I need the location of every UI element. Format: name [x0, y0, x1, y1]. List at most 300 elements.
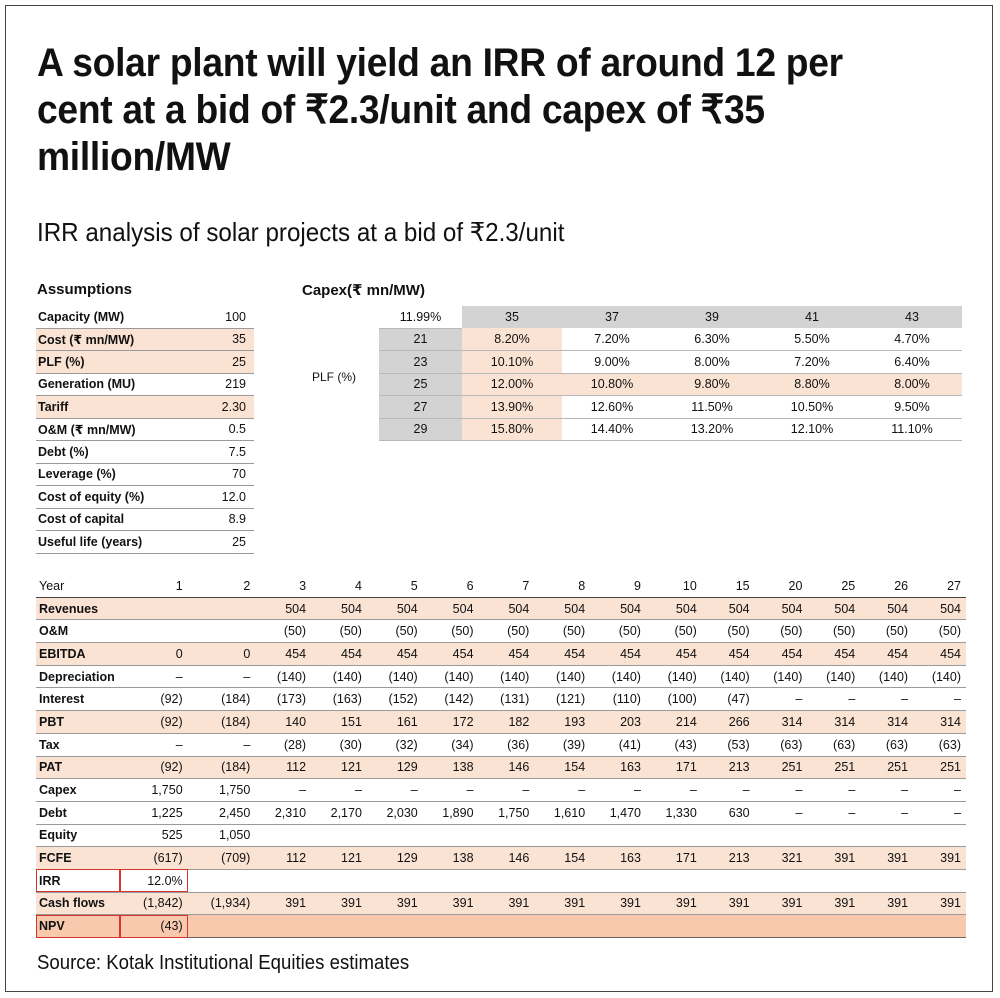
- cashflow-cell: –: [807, 779, 860, 802]
- cashflow-cell: (173): [255, 688, 311, 711]
- irr-cell: 12.00%: [462, 373, 562, 396]
- year-header: 27: [913, 575, 966, 597]
- cashflow-cell: (110): [590, 688, 646, 711]
- cashflow-cell: –: [913, 801, 966, 824]
- cashflow-cell: (140): [311, 665, 367, 688]
- cashflow-cell: [120, 620, 188, 643]
- assumption-row: [36, 351, 254, 374]
- irr-cell: 5.50%: [762, 328, 862, 351]
- irr-cell: 7.20%: [562, 328, 662, 351]
- cashflow-cell: [367, 869, 423, 892]
- cashflow-cell: 251: [807, 756, 860, 779]
- cashflow-cell: 525: [120, 824, 188, 847]
- cashflow-cell: 391: [367, 892, 423, 915]
- cashflow-cell: 154: [534, 756, 590, 779]
- cashflow-cell: 391: [860, 892, 913, 915]
- cashflow-cell: 112: [255, 847, 311, 870]
- capex-header-row: [379, 306, 962, 328]
- cashflow-cell: –: [702, 779, 755, 802]
- source-note: Source: Kotak Institutional Equities estimates: [37, 952, 410, 974]
- cashflow-cell: (43): [646, 733, 702, 756]
- cashflow-cell: (140): [702, 665, 755, 688]
- cashflow-cell: (184): [188, 688, 256, 711]
- assumption-label: Cost of capital: [36, 508, 202, 531]
- cashflow-cell: 454: [423, 643, 479, 666]
- cashflow-cell: 454: [255, 643, 311, 666]
- cashflow-cell: [423, 824, 479, 847]
- cashflow-cell: (36): [479, 733, 535, 756]
- assumption-label: Leverage (%): [36, 463, 202, 486]
- cashflow-cell: [120, 597, 188, 620]
- cashflow-row: [36, 643, 966, 666]
- cashflow-cell: 504: [479, 597, 535, 620]
- irr-cell: 8.20%: [462, 328, 562, 351]
- cashflow-cell: (50): [311, 620, 367, 643]
- cashflow-cell: 454: [646, 643, 702, 666]
- cashflow-cell: [255, 915, 311, 938]
- cashflow-cell: [255, 869, 311, 892]
- cashflow-cell: 314: [755, 711, 808, 734]
- cashflow-table: [36, 575, 966, 938]
- irr-cell: 6.30%: [662, 328, 762, 351]
- cashflow-cell: (142): [423, 688, 479, 711]
- assumption-label: Generation (MU): [36, 373, 202, 396]
- cashflow-cell: 391: [860, 847, 913, 870]
- cashflow-cell: (140): [755, 665, 808, 688]
- cashflow-cell: [755, 915, 808, 938]
- cashflow-cell: –: [590, 779, 646, 802]
- cashflow-cell: (41): [590, 733, 646, 756]
- cashflow-row-label: IRR: [36, 869, 120, 892]
- cashflow-cell: (50): [913, 620, 966, 643]
- cashflow-row: [36, 688, 966, 711]
- cashflow-cell: (140): [646, 665, 702, 688]
- cashflow-cell: (50): [646, 620, 702, 643]
- cashflow-cell: 251: [860, 756, 913, 779]
- irr-cell: 7.20%: [762, 351, 862, 374]
- cashflow-cell: (140): [255, 665, 311, 688]
- cashflow-cell: (140): [860, 665, 913, 688]
- assumption-value: 2.30: [202, 396, 254, 419]
- cashflow-cell: 163: [590, 756, 646, 779]
- cashflow-row: [36, 892, 966, 915]
- cashflow-cell: 1,890: [423, 801, 479, 824]
- cashflow-cell: 146: [479, 756, 535, 779]
- cashflow-cell: 12.0%: [120, 869, 188, 892]
- cashflow-cell: 391: [255, 892, 311, 915]
- cashflow-cell: 2,170: [311, 801, 367, 824]
- cashflow-cell: 151: [311, 711, 367, 734]
- cashflow-cell: 1,610: [534, 801, 590, 824]
- cashflow-cell: 1,750: [120, 779, 188, 802]
- cashflow-cell: [311, 915, 367, 938]
- cashflow-cell: [367, 915, 423, 938]
- cashflow-cell: (140): [913, 665, 966, 688]
- cashflow-cell: 182: [479, 711, 535, 734]
- cashflow-cell: 112: [255, 756, 311, 779]
- cashflow-cell: (50): [367, 620, 423, 643]
- assumption-row: [36, 418, 254, 441]
- cashflow-cell: [755, 869, 808, 892]
- irr-cell: 8.00%: [662, 351, 762, 374]
- irr-cell: 6.40%: [862, 351, 962, 374]
- cashflow-row: [36, 915, 966, 938]
- cashflow-cell: –: [807, 801, 860, 824]
- irr-cell: 9.50%: [862, 396, 962, 419]
- cashflow-cell: [702, 869, 755, 892]
- irr-cell: 8.00%: [862, 373, 962, 396]
- matrix-corner-value: 11.99%: [379, 306, 462, 328]
- cashflow-cell: 454: [860, 643, 913, 666]
- cashflow-cell: 454: [311, 643, 367, 666]
- cashflow-row-label: NPV: [36, 915, 120, 938]
- cashflow-row: [36, 801, 966, 824]
- cashflow-cell: [646, 915, 702, 938]
- plf-row-header: 21: [379, 328, 462, 351]
- assumption-row: [36, 441, 254, 464]
- irr-cell: 11.50%: [662, 396, 762, 419]
- assumption-value: 219: [202, 373, 254, 396]
- assumption-label: Debt (%): [36, 441, 202, 464]
- cashflow-cell: (50): [590, 620, 646, 643]
- cashflow-cell: (709): [188, 847, 256, 870]
- cashflow-cell: (53): [702, 733, 755, 756]
- cashflow-cell: (47): [702, 688, 755, 711]
- cashflow-cell: –: [423, 779, 479, 802]
- cashflow-cell: 1,750: [479, 801, 535, 824]
- cashflow-cell: 314: [807, 711, 860, 734]
- cashflow-cell: (50): [479, 620, 535, 643]
- cashflow-row: [36, 779, 966, 802]
- cashflow-cell: 504: [646, 597, 702, 620]
- cashflow-cell: 1,750: [188, 779, 256, 802]
- cashflow-cell: [590, 824, 646, 847]
- irr-cell: 8.80%: [762, 373, 862, 396]
- cashflow-cell: (1,842): [120, 892, 188, 915]
- assumption-row: [36, 328, 254, 351]
- cashflow-cell: 391: [755, 892, 808, 915]
- assumptions-table: [36, 306, 254, 554]
- assumption-row: [36, 531, 254, 554]
- cashflow-cell: [311, 824, 367, 847]
- page-title: A solar plant will yield an IRR of around 12 per cent at a bid of ₹2.3/unit and capex of ₹35 million/MW: [37, 41, 843, 179]
- year-header: 5: [367, 575, 423, 597]
- cashflow-row-label: Tax: [36, 733, 120, 756]
- cashflow-cell: 454: [367, 643, 423, 666]
- assumption-value: 25: [202, 351, 254, 374]
- cashflow-cell: 321: [755, 847, 808, 870]
- cashflow-row-label: EBITDA: [36, 643, 120, 666]
- cashflow-cell: 193: [534, 711, 590, 734]
- cashflow-cell: [807, 869, 860, 892]
- cashflow-cell: 391: [913, 892, 966, 915]
- cashflow-cell: (50): [534, 620, 590, 643]
- cashflow-cell: 1,050: [188, 824, 256, 847]
- cashflow-cell: (43): [120, 915, 188, 938]
- cashflow-cell: –: [646, 779, 702, 802]
- cashflow-row-label: Capex: [36, 779, 120, 802]
- cashflow-cell: –: [188, 665, 256, 688]
- cashflow-cell: (92): [120, 711, 188, 734]
- cashflow-cell: [479, 915, 535, 938]
- cashflow-cell: (121): [534, 688, 590, 711]
- cashflow-cell: (63): [755, 733, 808, 756]
- assumption-value: 8.9: [202, 508, 254, 531]
- assumption-value: 25: [202, 531, 254, 554]
- cashflow-cell: 454: [590, 643, 646, 666]
- cashflow-row: [36, 847, 966, 870]
- cashflow-cell: [188, 620, 256, 643]
- cashflow-cell: 2,310: [255, 801, 311, 824]
- cashflow-cell: 454: [479, 643, 535, 666]
- cashflow-cell: (140): [423, 665, 479, 688]
- cashflow-cell: [913, 824, 966, 847]
- cashflow-cell: [188, 869, 256, 892]
- year-header: 9: [590, 575, 646, 597]
- cashflow-cell: [913, 869, 966, 892]
- cashflow-cell: [860, 824, 913, 847]
- cashflow-cell: (184): [188, 756, 256, 779]
- capex-column-header: 39: [662, 306, 762, 328]
- assumption-value: 35: [202, 328, 254, 351]
- cashflow-row-label: Cash flows: [36, 892, 120, 915]
- cashflow-cell: 146: [479, 847, 535, 870]
- year-header: 1: [120, 575, 188, 597]
- assumption-row: [36, 463, 254, 486]
- irr-cell: 10.80%: [562, 373, 662, 396]
- year-header-row: [36, 575, 966, 597]
- cashflow-cell: 504: [311, 597, 367, 620]
- irr-cell: 10.50%: [762, 396, 862, 419]
- cashflow-cell: 121: [311, 756, 367, 779]
- cashflow-cell: 314: [860, 711, 913, 734]
- plf-row: [379, 351, 962, 374]
- cashflow-cell: –: [367, 779, 423, 802]
- assumption-value: 7.5: [202, 441, 254, 464]
- cashflow-cell: [702, 915, 755, 938]
- cashflow-cell: 504: [590, 597, 646, 620]
- cashflow-cell: –: [534, 779, 590, 802]
- assumption-label: PLF (%): [36, 351, 202, 374]
- cashflow-cell: [860, 915, 913, 938]
- cashflow-cell: –: [120, 733, 188, 756]
- cashflow-row-label: PAT: [36, 756, 120, 779]
- cashflow-cell: 129: [367, 847, 423, 870]
- cashflow-cell: 391: [590, 892, 646, 915]
- cashflow-cell: (34): [423, 733, 479, 756]
- cashflow-row: [36, 597, 966, 620]
- year-header: 2: [188, 575, 256, 597]
- cashflow-cell: (30): [311, 733, 367, 756]
- cashflow-cell: 391: [423, 892, 479, 915]
- plf-axis-label: PLF (%): [312, 370, 357, 384]
- cashflow-row-label: PBT: [36, 711, 120, 734]
- year-header: 3: [255, 575, 311, 597]
- cashflow-cell: (50): [423, 620, 479, 643]
- cashflow-cell: 140: [255, 711, 311, 734]
- cashflow-cell: 504: [702, 597, 755, 620]
- cashflow-cell: (100): [646, 688, 702, 711]
- cashflow-cell: (1,934): [188, 892, 256, 915]
- cashflow-row: [36, 620, 966, 643]
- page-subtitle: IRR analysis of solar projects at a bid of ₹2.3/unit: [37, 217, 565, 247]
- cashflow-row: [36, 733, 966, 756]
- assumption-value: 0.5: [202, 418, 254, 441]
- cashflow-cell: [479, 869, 535, 892]
- cashflow-cell: 138: [423, 847, 479, 870]
- assumption-label: O&M (₹ mn/MW): [36, 418, 202, 441]
- year-header: 26: [860, 575, 913, 597]
- cashflow-cell: 454: [913, 643, 966, 666]
- cashflow-cell: [311, 869, 367, 892]
- cashflow-cell: [913, 915, 966, 938]
- cashflow-cell: 504: [755, 597, 808, 620]
- cashflow-cell: [423, 869, 479, 892]
- cashflow-row: [36, 665, 966, 688]
- cashflow-cell: –: [807, 688, 860, 711]
- assumption-label: Cost of equity (%): [36, 486, 202, 509]
- cashflow-cell: 266: [702, 711, 755, 734]
- cashflow-cell: (63): [807, 733, 860, 756]
- year-header: 25: [807, 575, 860, 597]
- cashflow-cell: 391: [534, 892, 590, 915]
- cashflow-cell: 1,470: [590, 801, 646, 824]
- cashflow-cell: 504: [807, 597, 860, 620]
- irr-sensitivity-table: [379, 306, 962, 441]
- cashflow-cell: (50): [702, 620, 755, 643]
- cashflow-cell: 454: [755, 643, 808, 666]
- cashflow-cell: 138: [423, 756, 479, 779]
- cashflow-cell: –: [755, 688, 808, 711]
- cashflow-cell: [188, 597, 256, 620]
- cashflow-cell: (50): [807, 620, 860, 643]
- assumption-label: Cost (₹ mn/MW): [36, 328, 202, 351]
- plf-row-header: 27: [379, 396, 462, 419]
- plf-row: [379, 373, 962, 396]
- cashflow-row-label: Revenues: [36, 597, 120, 620]
- cashflow-cell: 251: [755, 756, 808, 779]
- cashflow-cell: 454: [702, 643, 755, 666]
- cashflow-cell: 391: [807, 892, 860, 915]
- cashflow-cell: (39): [534, 733, 590, 756]
- cashflow-cell: (163): [311, 688, 367, 711]
- cashflow-cell: [590, 915, 646, 938]
- plf-row-header: 29: [379, 418, 462, 441]
- cashflow-row-label: Interest: [36, 688, 120, 711]
- cashflow-cell: [860, 869, 913, 892]
- infographic-frame: [5, 5, 993, 992]
- cashflow-cell: (140): [807, 665, 860, 688]
- cashflow-cell: 504: [534, 597, 590, 620]
- cashflow-cell: 454: [534, 643, 590, 666]
- plf-row-header: 25: [379, 373, 462, 396]
- year-header: 10: [646, 575, 702, 597]
- cashflow-cell: –: [755, 779, 808, 802]
- cashflow-cell: –: [860, 688, 913, 711]
- irr-cell: 9.00%: [562, 351, 662, 374]
- cashflow-cell: 504: [255, 597, 311, 620]
- cashflow-cell: [534, 869, 590, 892]
- cashflow-cell: (140): [479, 665, 535, 688]
- cashflow-cell: (63): [860, 733, 913, 756]
- year-header: 4: [311, 575, 367, 597]
- cashflow-cell: [807, 915, 860, 938]
- cashflow-cell: (63): [913, 733, 966, 756]
- cashflow-cell: 0: [120, 643, 188, 666]
- assumption-label: Tariff: [36, 396, 202, 419]
- cashflow-row: [36, 756, 966, 779]
- cashflow-cell: –: [860, 801, 913, 824]
- cashflow-cell: [646, 824, 702, 847]
- cashflow-cell: 161: [367, 711, 423, 734]
- plf-row: [379, 396, 962, 419]
- cashflow-cell: 251: [913, 756, 966, 779]
- cashflow-cell: [188, 915, 256, 938]
- cashflow-cell: 214: [646, 711, 702, 734]
- cashflow-cell: 121: [311, 847, 367, 870]
- cashflow-cell: 454: [807, 643, 860, 666]
- cashflow-cell: –: [479, 779, 535, 802]
- cashflow-cell: –: [913, 779, 966, 802]
- cashflow-cell: 213: [702, 847, 755, 870]
- capex-column-header: 37: [562, 306, 662, 328]
- cashflow-cell: 1,330: [646, 801, 702, 824]
- irr-cell: 14.40%: [562, 418, 662, 441]
- irr-cell: 10.10%: [462, 351, 562, 374]
- cashflow-cell: –: [188, 733, 256, 756]
- assumption-value: 100: [202, 306, 254, 328]
- capex-column-header: 43: [862, 306, 962, 328]
- cashflow-cell: 129: [367, 756, 423, 779]
- cashflow-cell: 1,225: [120, 801, 188, 824]
- cashflow-cell: 391: [913, 847, 966, 870]
- cashflow-cell: 171: [646, 756, 702, 779]
- cashflow-cell: 391: [479, 892, 535, 915]
- cashflow-cell: (152): [367, 688, 423, 711]
- cashflow-cell: 2,450: [188, 801, 256, 824]
- cashflow-row-label: Depreciation: [36, 665, 120, 688]
- capex-column-header: 41: [762, 306, 862, 328]
- cashflow-cell: (92): [120, 688, 188, 711]
- year-header: 7: [479, 575, 535, 597]
- cashflow-cell: –: [913, 688, 966, 711]
- cashflow-cell: –: [755, 801, 808, 824]
- irr-cell: 12.10%: [762, 418, 862, 441]
- cashflow-cell: [534, 915, 590, 938]
- cashflow-cell: 630: [702, 801, 755, 824]
- irr-cell: 11.10%: [862, 418, 962, 441]
- irr-cell: 13.20%: [662, 418, 762, 441]
- cashflow-cell: 391: [311, 892, 367, 915]
- irr-cell: 15.80%: [462, 418, 562, 441]
- irr-cell: 4.70%: [862, 328, 962, 351]
- cashflow-cell: 2,030: [367, 801, 423, 824]
- cashflow-cell: 504: [367, 597, 423, 620]
- cashflow-cell: 391: [702, 892, 755, 915]
- capex-column-header: 35: [462, 306, 562, 328]
- cashflow-cell: (140): [367, 665, 423, 688]
- cashflow-cell: 163: [590, 847, 646, 870]
- cashflow-cell: 171: [646, 847, 702, 870]
- cashflow-cell: (50): [755, 620, 808, 643]
- cashflow-cell: [534, 824, 590, 847]
- cashflow-cell: (617): [120, 847, 188, 870]
- cashflow-cell: 213: [702, 756, 755, 779]
- irr-cell: 9.80%: [662, 373, 762, 396]
- cashflow-row-label: O&M: [36, 620, 120, 643]
- assumption-row: [36, 373, 254, 396]
- cashflow-cell: 391: [646, 892, 702, 915]
